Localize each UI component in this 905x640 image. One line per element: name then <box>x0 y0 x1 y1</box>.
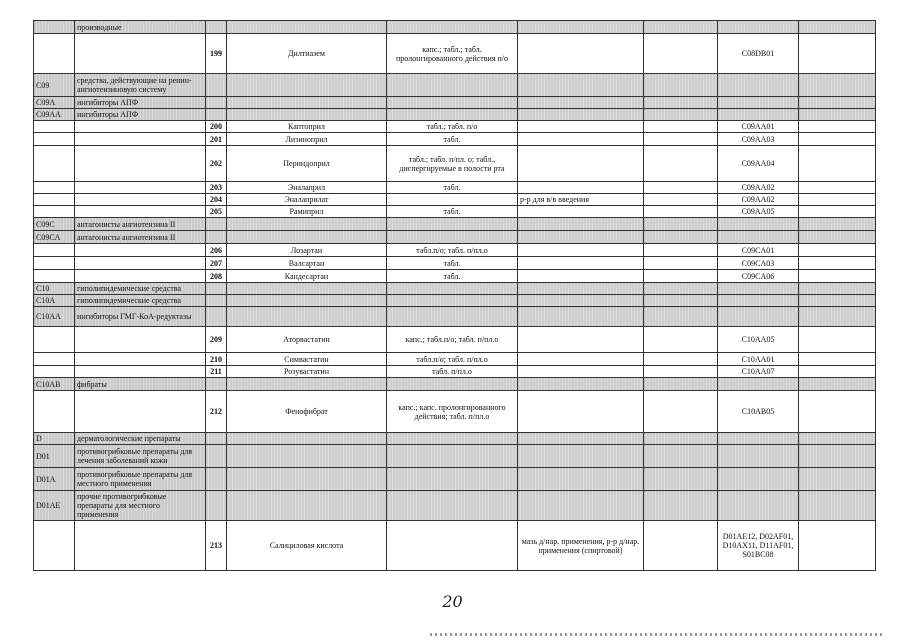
notes-cell <box>799 521 876 571</box>
notes-cell <box>799 121 876 133</box>
group-name-cell <box>75 206 206 218</box>
number-cell: 212 <box>206 391 227 433</box>
notes-cell <box>799 366 876 378</box>
route-cell <box>518 146 644 182</box>
group-name-cell <box>75 146 206 182</box>
table-row <box>34 327 876 353</box>
dosage-form-cell <box>387 521 518 571</box>
extra-cell <box>644 244 718 257</box>
drug-name-cell: Лизиноприл <box>227 133 387 146</box>
route-cell <box>518 244 644 257</box>
notes-cell <box>799 74 876 97</box>
code-cell: D01AE <box>34 491 75 521</box>
code-cell: C09 <box>34 74 75 97</box>
code-cell <box>34 133 75 146</box>
notes-cell <box>799 283 876 295</box>
extra-cell <box>644 468 718 491</box>
group-name-cell: дерматологические препараты <box>75 433 206 445</box>
dosage-form-cell <box>387 491 518 521</box>
route-cell <box>518 307 644 327</box>
table-row <box>34 133 876 146</box>
extra-cell <box>644 121 718 133</box>
dosage-form-cell: табл. <box>387 133 518 146</box>
drug-name-cell <box>227 74 387 97</box>
code-cell <box>34 327 75 353</box>
dosage-form-cell: табл. <box>387 206 518 218</box>
table-row <box>34 366 876 378</box>
dosage-form-cell <box>387 218 518 231</box>
route-cell <box>518 34 644 74</box>
route-cell <box>518 206 644 218</box>
extra-cell <box>644 327 718 353</box>
number-cell: 200 <box>206 121 227 133</box>
extra-cell <box>644 206 718 218</box>
notes-cell <box>799 445 876 468</box>
group-name-cell: фибраты <box>75 378 206 391</box>
number-cell: 207 <box>206 257 227 270</box>
dosage-form-cell: табл.; табл. п/о <box>387 121 518 133</box>
notes-cell <box>799 182 876 194</box>
route-cell <box>518 433 644 445</box>
drug-name-cell: Каптоприл <box>227 121 387 133</box>
table-group-row <box>34 97 876 109</box>
atc-code-cell: C09CA06 <box>718 270 799 283</box>
code-cell: C09A <box>34 97 75 109</box>
atc-code-cell: C09AA04 <box>718 146 799 182</box>
table-row <box>34 257 876 270</box>
notes-cell <box>799 257 876 270</box>
drug-name-cell: Периндоприл <box>227 146 387 182</box>
table-group-row <box>34 378 876 391</box>
extra-cell <box>644 109 718 121</box>
dosage-form-cell <box>387 194 518 206</box>
drug-name-cell <box>227 491 387 521</box>
atc-code-cell: C10AA05 <box>718 327 799 353</box>
atc-code-cell <box>718 283 799 295</box>
page-number: 20 <box>442 592 463 611</box>
table-group-row <box>34 74 876 97</box>
route-cell <box>518 366 644 378</box>
code-cell: D01A <box>34 468 75 491</box>
code-cell: C10AA <box>34 307 75 327</box>
extra-cell <box>644 74 718 97</box>
code-cell: C10 <box>34 283 75 295</box>
code-cell <box>34 21 75 34</box>
notes-cell <box>799 327 876 353</box>
number-cell <box>206 218 227 231</box>
table-row <box>34 206 876 218</box>
code-cell <box>34 206 75 218</box>
dosage-form-cell: капс.; капс. пролонгированного действия; табл. п/пл.о <box>387 391 518 433</box>
number-cell: 202 <box>206 146 227 182</box>
table-group-row <box>34 295 876 307</box>
code-cell <box>34 182 75 194</box>
notes-cell <box>799 218 876 231</box>
route-cell <box>518 133 644 146</box>
dosage-form-cell <box>387 97 518 109</box>
number-cell: 203 <box>206 182 227 194</box>
route-cell <box>518 270 644 283</box>
table-group-row <box>34 231 876 244</box>
extra-cell <box>644 218 718 231</box>
code-cell <box>34 146 75 182</box>
dosage-form-cell <box>387 109 518 121</box>
table-group-row <box>34 307 876 327</box>
number-cell <box>206 97 227 109</box>
table-group-row <box>34 445 876 468</box>
atc-code-cell: C09CA01 <box>718 244 799 257</box>
route-cell <box>518 121 644 133</box>
atc-code-cell <box>718 307 799 327</box>
drug-name-cell <box>227 231 387 244</box>
number-cell <box>206 21 227 34</box>
number-cell <box>206 445 227 468</box>
group-name-cell <box>75 182 206 194</box>
number-cell: 206 <box>206 244 227 257</box>
code-cell <box>34 521 75 571</box>
code-cell <box>34 353 75 366</box>
atc-code-cell <box>718 218 799 231</box>
route-cell <box>518 378 644 391</box>
table-row <box>34 194 876 206</box>
route-cell: р-р для в/в введения <box>518 194 644 206</box>
extra-cell <box>644 378 718 391</box>
group-name-cell: гиполипидемические средства <box>75 283 206 295</box>
number-cell: 208 <box>206 270 227 283</box>
notes-cell <box>799 97 876 109</box>
extra-cell <box>644 270 718 283</box>
group-name-cell <box>75 34 206 74</box>
dosage-form-cell: табл. п/пл.о <box>387 366 518 378</box>
drug-name-cell: Фенофибрат <box>227 391 387 433</box>
extra-cell <box>644 433 718 445</box>
extra-cell <box>644 307 718 327</box>
drug-name-cell <box>227 283 387 295</box>
atc-code-cell <box>718 74 799 97</box>
table-row <box>34 34 876 74</box>
drug-name-cell: Эналаприлат <box>227 194 387 206</box>
code-cell: D01 <box>34 445 75 468</box>
code-cell: C10AB <box>34 378 75 391</box>
dosage-form-cell <box>387 378 518 391</box>
atc-code-cell: C09AA01 <box>718 121 799 133</box>
notes-cell <box>799 244 876 257</box>
drug-name-cell: Валсартан <box>227 257 387 270</box>
atc-code-cell: C10AB05 <box>718 391 799 433</box>
extra-cell <box>644 521 718 571</box>
extra-cell <box>644 295 718 307</box>
number-cell <box>206 231 227 244</box>
atc-code-cell <box>718 433 799 445</box>
drug-name-cell: Аторвастатин <box>227 327 387 353</box>
route-cell <box>518 218 644 231</box>
table-group-row <box>34 433 876 445</box>
group-name-cell: прочие противогрибковые препараты для местного применения <box>75 491 206 521</box>
notes-cell <box>799 433 876 445</box>
number-cell: 199 <box>206 34 227 74</box>
route-cell <box>518 353 644 366</box>
dosage-form-cell: табл. <box>387 270 518 283</box>
dosage-form-cell <box>387 295 518 307</box>
atc-code-cell <box>718 378 799 391</box>
table-group-row <box>34 491 876 521</box>
code-cell <box>34 34 75 74</box>
atc-code-cell: C09AA02 <box>718 182 799 194</box>
number-cell: 204 <box>206 194 227 206</box>
route-cell <box>518 327 644 353</box>
notes-cell <box>799 353 876 366</box>
table-row <box>34 353 876 366</box>
code-cell: C09AA <box>34 109 75 121</box>
drug-name-cell: Симвастатин <box>227 353 387 366</box>
atc-code-cell <box>718 231 799 244</box>
route-cell <box>518 295 644 307</box>
code-cell <box>34 391 75 433</box>
atc-code-cell <box>718 491 799 521</box>
number-cell: 213 <box>206 521 227 571</box>
route-cell: мазь д/нар. применения, р-р д/нар. применения (спиртовой) <box>518 521 644 571</box>
extra-cell <box>644 182 718 194</box>
drug-name-cell: Кандесартан <box>227 270 387 283</box>
notes-cell <box>799 378 876 391</box>
route-cell <box>518 257 644 270</box>
table-group-row <box>34 218 876 231</box>
group-name-cell: противогрибковые препараты для местного применения <box>75 468 206 491</box>
drug-name-cell <box>227 109 387 121</box>
group-name-cell: ингибиторы АПФ <box>75 97 206 109</box>
extra-cell <box>644 21 718 34</box>
number-cell <box>206 378 227 391</box>
atc-code-cell: C09AA05 <box>718 206 799 218</box>
table-group-row <box>34 21 876 34</box>
extra-cell <box>644 194 718 206</box>
extra-cell <box>644 133 718 146</box>
dosage-form-cell: капс.; табл.; табл. пролонгированного действия п/о <box>387 34 518 74</box>
drug-name-cell <box>227 445 387 468</box>
notes-cell <box>799 21 876 34</box>
atc-code-cell <box>718 97 799 109</box>
dosage-form-cell <box>387 283 518 295</box>
drug-name-cell <box>227 468 387 491</box>
group-name-cell <box>75 270 206 283</box>
number-cell <box>206 283 227 295</box>
notes-cell <box>799 133 876 146</box>
atc-code-cell <box>718 468 799 491</box>
dosage-form-cell <box>387 231 518 244</box>
number-cell: 205 <box>206 206 227 218</box>
scan-artifact <box>430 633 885 636</box>
number-cell: 211 <box>206 366 227 378</box>
route-cell <box>518 491 644 521</box>
drug-name-cell: Салициловая кислота <box>227 521 387 571</box>
table-row <box>34 391 876 433</box>
number-cell <box>206 307 227 327</box>
table-row <box>34 244 876 257</box>
code-cell <box>34 121 75 133</box>
table-row <box>34 121 876 133</box>
drug-name-cell: Дилтиазем <box>227 34 387 74</box>
number-cell <box>206 74 227 97</box>
dosage-form-cell: капс.; табл.п/о; табл. п/пл.о <box>387 327 518 353</box>
group-name-cell: антагонисты ангиотензина II <box>75 218 206 231</box>
dosage-form-cell <box>387 445 518 468</box>
number-cell <box>206 468 227 491</box>
group-name-cell <box>75 133 206 146</box>
group-name-cell: средства, действующие на ренин-ангиотензиновую систему <box>75 74 206 97</box>
drug-name-cell <box>227 295 387 307</box>
group-name-cell: гиполипидемические средства <box>75 295 206 307</box>
route-cell <box>518 182 644 194</box>
code-cell <box>34 366 75 378</box>
group-name-cell <box>75 121 206 133</box>
dosage-form-cell: табл.п/о; табл. п/пл.о <box>387 353 518 366</box>
group-name-cell <box>75 391 206 433</box>
atc-code-cell: C09CA03 <box>718 257 799 270</box>
drug-name-cell <box>227 433 387 445</box>
atc-code-cell: C10AA07 <box>718 366 799 378</box>
group-name-cell: ингибиторы АПФ <box>75 109 206 121</box>
drug-name-cell <box>227 21 387 34</box>
number-cell <box>206 491 227 521</box>
notes-cell <box>799 146 876 182</box>
extra-cell <box>644 34 718 74</box>
number-cell <box>206 433 227 445</box>
code-cell <box>34 270 75 283</box>
code-cell: C09C <box>34 218 75 231</box>
route-cell <box>518 283 644 295</box>
dosage-form-cell: табл. <box>387 257 518 270</box>
drug-name-cell <box>227 218 387 231</box>
extra-cell <box>644 366 718 378</box>
extra-cell <box>644 353 718 366</box>
drug-name-cell: Рамиприл <box>227 206 387 218</box>
notes-cell <box>799 34 876 74</box>
drug-name-cell <box>227 378 387 391</box>
dosage-form-cell <box>387 468 518 491</box>
extra-cell <box>644 391 718 433</box>
dosage-form-cell: табл.; табл. п/пл. о; табл., диспергируемые в полости рта <box>387 146 518 182</box>
notes-cell <box>799 491 876 521</box>
notes-cell <box>799 109 876 121</box>
table-group-row <box>34 109 876 121</box>
atc-code-cell <box>718 21 799 34</box>
drug-name-cell: Розувастатин <box>227 366 387 378</box>
number-cell: 210 <box>206 353 227 366</box>
route-cell <box>518 391 644 433</box>
route-cell <box>518 468 644 491</box>
extra-cell <box>644 283 718 295</box>
code-cell: C10A <box>34 295 75 307</box>
group-name-cell: ингибиторы ГМГ-КоА-редуктазы <box>75 307 206 327</box>
route-cell <box>518 74 644 97</box>
extra-cell <box>644 97 718 109</box>
drug-name-cell <box>227 97 387 109</box>
number-cell: 209 <box>206 327 227 353</box>
table-row <box>34 270 876 283</box>
route-cell <box>518 21 644 34</box>
route-cell <box>518 231 644 244</box>
atc-code-cell: D01AE12, D02AF01, D10AX11, D11AF01, S01BC08 <box>718 521 799 571</box>
notes-cell <box>799 194 876 206</box>
group-name-cell <box>75 244 206 257</box>
table-row <box>34 146 876 182</box>
atc-code-cell <box>718 445 799 468</box>
notes-cell <box>799 206 876 218</box>
dosage-form-cell: табл. <box>387 182 518 194</box>
dosage-form-cell: табл.п/о; табл. п/пл.о <box>387 244 518 257</box>
atc-code-cell: C08DB01 <box>718 34 799 74</box>
dosage-form-cell <box>387 74 518 97</box>
group-name-cell: антагонисты ангиотензина II <box>75 231 206 244</box>
atc-code-cell: C10AA01 <box>718 353 799 366</box>
route-cell <box>518 109 644 121</box>
atc-code-cell: C09AA02 <box>718 194 799 206</box>
atc-code-cell: C09AA03 <box>718 133 799 146</box>
group-name-cell: противогрибковые препараты для лечения заболеваний кожи <box>75 445 206 468</box>
group-name-cell <box>75 366 206 378</box>
extra-cell <box>644 146 718 182</box>
code-cell: C09CA <box>34 231 75 244</box>
group-name-cell: производные <box>75 21 206 34</box>
group-name-cell <box>75 521 206 571</box>
group-name-cell <box>75 194 206 206</box>
route-cell <box>518 445 644 468</box>
code-cell <box>34 257 75 270</box>
dosage-form-cell <box>387 307 518 327</box>
extra-cell <box>644 231 718 244</box>
route-cell <box>518 97 644 109</box>
group-name-cell <box>75 257 206 270</box>
atc-code-cell <box>718 295 799 307</box>
extra-cell <box>644 445 718 468</box>
drug-name-cell: Эналаприл <box>227 182 387 194</box>
extra-cell <box>644 257 718 270</box>
number-cell: 201 <box>206 133 227 146</box>
notes-cell <box>799 307 876 327</box>
number-cell <box>206 295 227 307</box>
atc-code-cell <box>718 109 799 121</box>
drug-name-cell: Лозартан <box>227 244 387 257</box>
dosage-form-cell <box>387 21 518 34</box>
table-group-row <box>34 283 876 295</box>
code-cell <box>34 244 75 257</box>
table-row <box>34 182 876 194</box>
table-row <box>34 521 876 571</box>
table-group-row <box>34 468 876 491</box>
group-name-cell <box>75 353 206 366</box>
dosage-form-cell <box>387 433 518 445</box>
notes-cell <box>799 468 876 491</box>
extra-cell <box>644 491 718 521</box>
group-name-cell <box>75 327 206 353</box>
notes-cell <box>799 231 876 244</box>
drug-name-cell <box>227 307 387 327</box>
notes-cell <box>799 270 876 283</box>
number-cell <box>206 109 227 121</box>
code-cell: D <box>34 433 75 445</box>
notes-cell <box>799 295 876 307</box>
notes-cell <box>799 391 876 433</box>
code-cell <box>34 194 75 206</box>
drug-list-table <box>33 20 876 571</box>
